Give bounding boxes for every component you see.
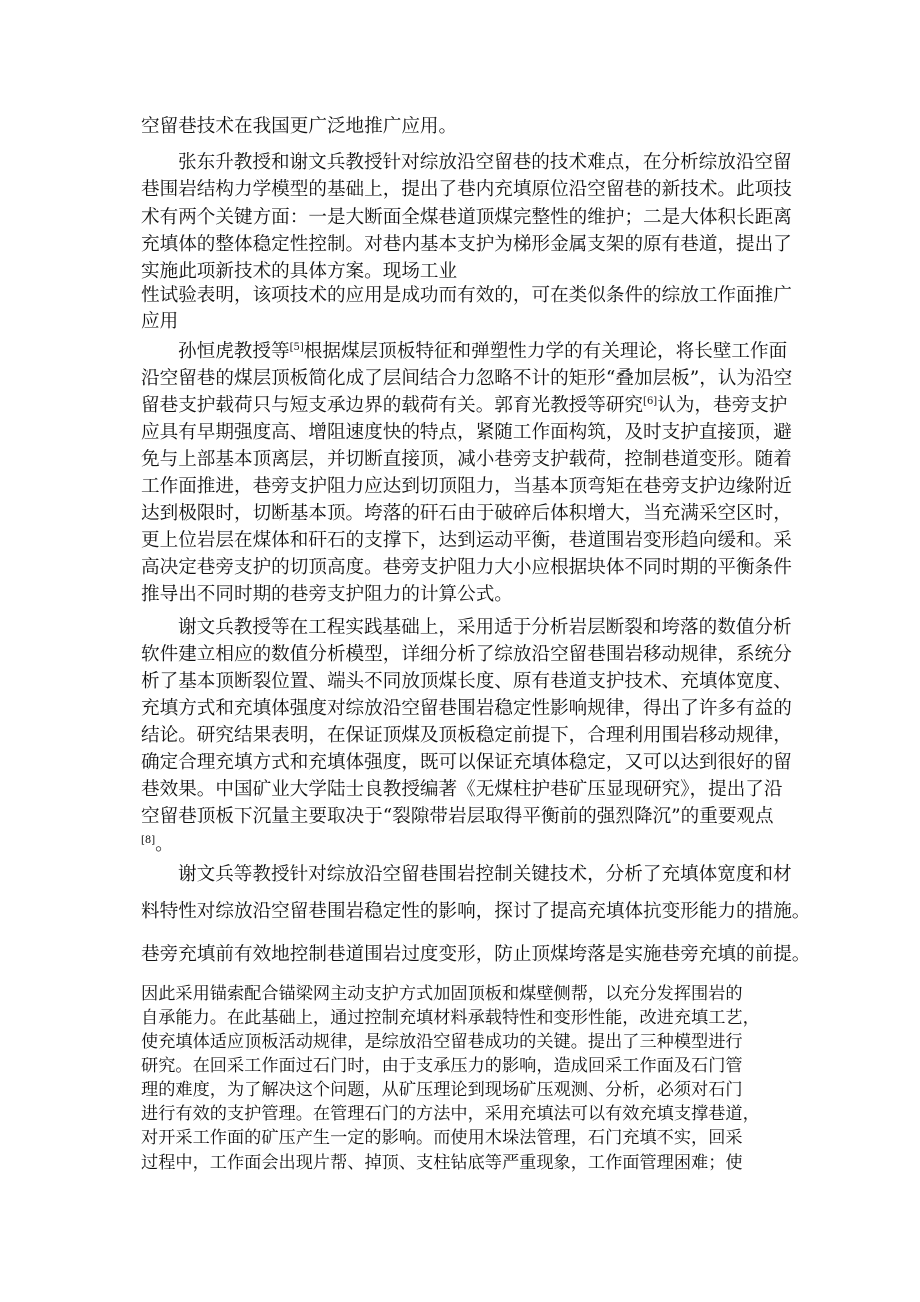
- text-line: 理的难度，为了解决这个问题，从矿压理论到现场矿压观测、分析，必须对石门: [141, 1080, 743, 1100]
- text-line: 达到极限时，切断基本顶。垮落的矸石由于破碎后体积增大，当充满采空区时，: [141, 503, 792, 524]
- text-line: 充填方式和充填体强度对综放沿空留巷围岩稳定性影响规律，得出了许多有益的: [141, 698, 792, 719]
- text-line: 确定合理充填方式和充填体强度，既可以保证充填体稳定，又可以达到很好的留: [141, 752, 792, 773]
- text-line: 巷效果。中国矿业大学陆士良教授编著《无煤柱护巷矿压显现研究》，提出了沿: [141, 779, 783, 800]
- text-line: 结论。研究结果表明，在保证顶煤及顶板稳定前提下，合理利用围岩移动规律，: [141, 725, 792, 746]
- citation-ref: [5]: [289, 342, 304, 353]
- paragraph-start: 张东升教授和谢文兵教授针对综放沿空留巷的技术难点，在分析综放沿空留: [178, 152, 792, 173]
- text-line: 性试验表明，该项技术的应用是成功而有效的，可在类似条件的综放工作面推广: [141, 285, 792, 306]
- text-line: 使充填体适应顶板活动规律，是综放沿空留巷成功的关键。提出了三种模型进行: [141, 1032, 743, 1052]
- text-line: 术有两个关键方面：一是大断面全煤巷道顶煤完整性的维护；二是大体积长距离: [141, 207, 792, 228]
- text-line: 析了基本顶断裂位置、端头不同放顶煤长度、原有巷道支护技术、充填体宽度、: [141, 671, 792, 692]
- text-line: 空留巷技术在我国更广泛地推广应用。: [141, 116, 458, 137]
- text-line: 研究。在回采工作面过石门时，由于支承压力的影响，造成回采工作面及石门管: [141, 1056, 743, 1076]
- text-line: [8]。: [141, 834, 174, 855]
- text-line: 料特性对综放沿空留巷围岩稳定性的影响，探讨了提高充填体抗变形能力的措施。: [141, 901, 811, 922]
- text-line: 实施此项新技术的具体方案。现场工业: [141, 261, 458, 282]
- text-line: 过程中，工作面会出现片帮、掉顶、支柱钻底等严重现象，工作面管理困难；使: [141, 1153, 743, 1173]
- text-line: 软件建立相应的数值分析模型，详细分析了综放沿空留巷围岩移动规律，系统分: [141, 644, 792, 665]
- text-line: 对开采工作面的矿压产生一定的影响。而使用木垛法管理，石门充填不实，回采: [141, 1128, 743, 1148]
- text-line: 充填体的整体稳定性控制。对巷内基本支护为梯形金属支架的原有巷道，提出了: [141, 234, 792, 255]
- text-line: 留巷支护载荷只与短支承边界的载荷有关。郭育光教授等研究[6]认为，巷旁支护: [141, 395, 788, 416]
- text-line: 自承能力。在此基础上，通过控制充填材料承载特性和变形性能，改进充填工艺，: [141, 1008, 760, 1028]
- text-line: 空留巷顶板下沉量主要取决于“裂隙带岩层取得平衡前的强烈降沉”的重要观点: [141, 806, 774, 827]
- text-line: 工作面推进，巷旁支护阻力应达到切顶阻力，当基本顶弯矩在巷旁支护边缘附近: [141, 476, 792, 497]
- text-line: 应具有早期强度高、增阻速度快的特点，紧随工作面构筑，及时支护直接顶，避: [141, 422, 792, 443]
- text-line: 进行有效的支护管理。在管理石门的方法中，采用充填法可以有效充填支撑巷道，: [141, 1104, 760, 1124]
- text-line: 免与上部基本顶离层，并切断直接顶，减小巷旁支护载荷，控制巷道变形。随着: [141, 449, 792, 470]
- text-line: 巷围岩结构力学模型的基础上，提出了巷内充填原位沿空留巷的新技术。此项技: [141, 179, 792, 200]
- paragraph-start: 孙恒虎教授等[5]根据煤层顶板特征和弹塑性力学的有关理论，将长壁工作面: [178, 341, 788, 362]
- text-line: 因此采用锚索配合锚梁网主动支护方式加固顶板和煤壁侧帮，以充分发挥围岩的: [141, 984, 743, 1004]
- text-line: 推导出不同时期的巷旁支护阻力的计算公式。: [141, 584, 513, 605]
- text-line: 巷旁充填前有效地控制巷道围岩过度变形，防止顶煤垮落是实施巷旁充填的前提。: [141, 944, 811, 965]
- citation-ref: [8]: [141, 835, 156, 846]
- paragraph-start: 谢文兵等教授针对综放沿空留巷围岩控制关键技术，分析了充填体宽度和材: [178, 864, 792, 885]
- text-line: 高决定巷旁支护的切顶高度。巷旁支护阻力大小应根据块体不同时期的平衡条件: [141, 557, 792, 578]
- citation-ref: [6]: [643, 396, 658, 407]
- paragraph-start: 谢文兵教授等在工程实践基础上，采用适于分析岩层断裂和垮落的数值分析: [178, 617, 792, 638]
- text-line: 更上位岩层在煤体和矸石的支撑下，达到运动平衡，巷道围岩变形趋向缓和。采: [141, 530, 792, 551]
- text-line: 沿空留巷的煤层顶板简化成了层间结合力忽略不计的矩形“叠加层板”，认为沿空: [141, 368, 793, 389]
- text-line: 应用: [141, 311, 179, 332]
